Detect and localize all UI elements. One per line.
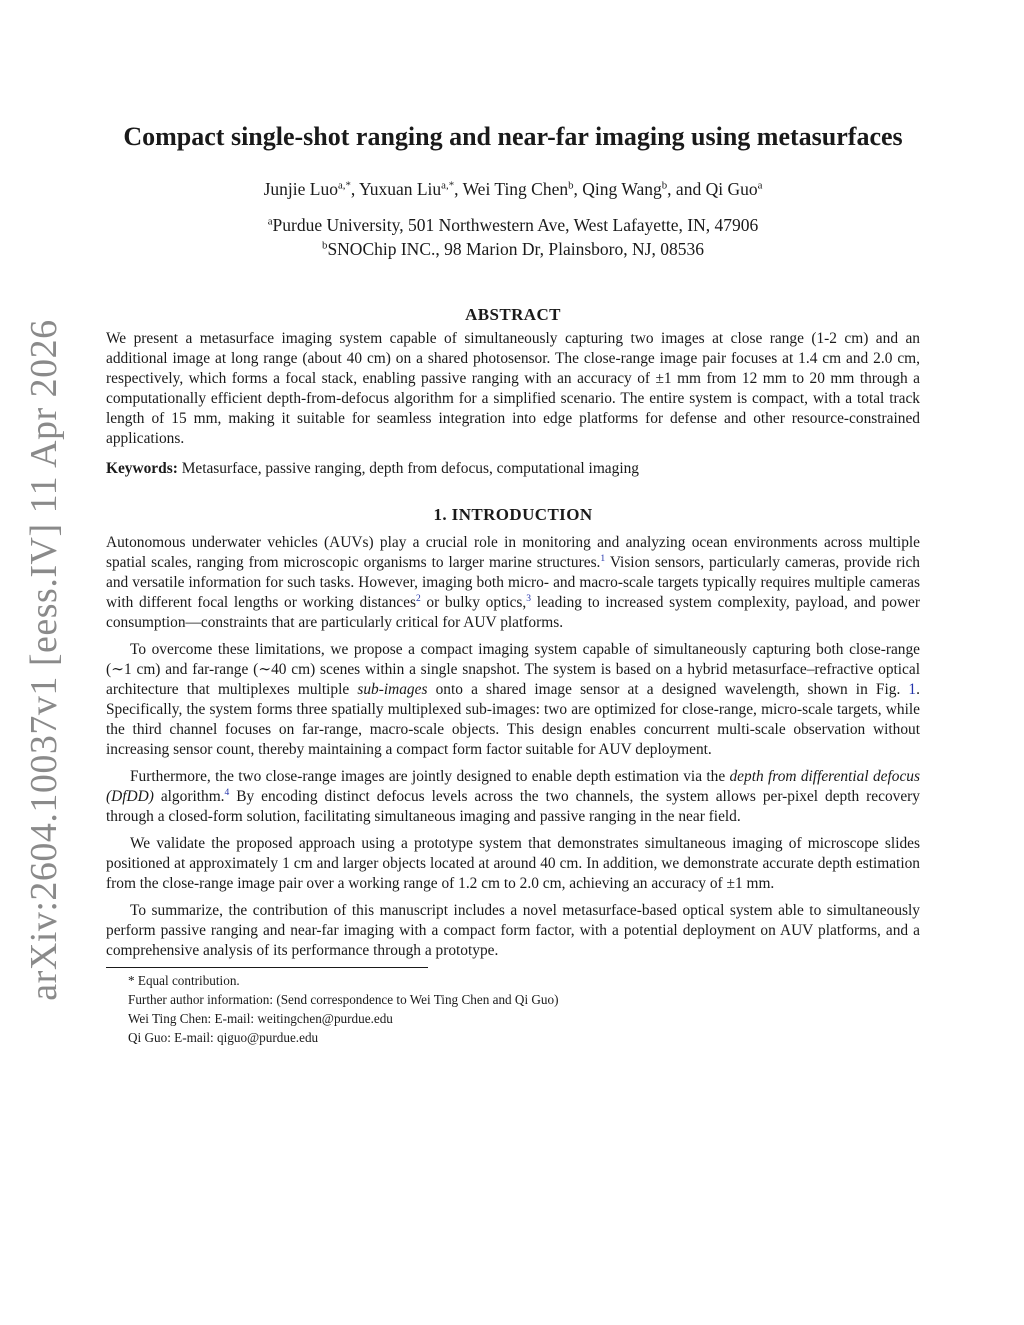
author-separator: , — [454, 179, 463, 199]
affiliation-mark: b — [322, 239, 328, 252]
footnote-email-chen: Wei Ting Chen: E-mail: weitingchen@purdue.edu — [128, 1011, 393, 1026]
affiliation-item — [106, 237, 920, 261]
text-run: . Specifically, the system forms three spatially multiplexed sub-images: two are optimized for close-range, micro-scale targets, while the third channel focuses on far-range, macro-scale objects. This design enables concurrent multi-scale observation without increasing sensor count, thereby maintaining a compact form factor suitable for AUV deployment. — [106, 681, 920, 758]
text-run: By encoding distinct defocus levels across the two channels, the system allows per-pixel depth recovery through a closed-form solution, facilitating simultaneous imaging and passive ranging in the near field. — [106, 788, 920, 825]
intro-paragraph-3 — [106, 767, 920, 827]
text-run: Vision sensors, particularly cameras, provide rich and versatile information for such tasks. However, imaging both micro- and macro-scale targets typically requires multiple cameras with different focal lengths or working distances — [106, 554, 921, 611]
intro-paragraph-1 — [106, 533, 920, 633]
keywords-text: Metasurface, passive ranging, depth from defocus, computational imaging — [181, 460, 639, 477]
text-run: To overcome these limitations, we propose a compact imaging system capable of simultaneously capturing both close-range (∼1 cm) and far-range (∼40 cm) scenes within a single snapshot. The system is based on a hybrid metasurface–refractive optical architecture that multiplexes multiple — [106, 641, 920, 698]
author-name: Wei Ting Chen — [462, 179, 569, 199]
footnote-divider — [106, 967, 428, 968]
affiliation-mark: a — [267, 215, 273, 228]
author-affil-mark: a,* — [441, 179, 455, 192]
footnote-author-info: Further author information: (Send correspondence to Wei Ting Chen and Qi Guo) — [128, 992, 559, 1007]
author-affil-mark: a,* — [337, 179, 351, 192]
author-name: Yuxuan Liu — [359, 179, 442, 199]
affiliation-text: SNOChip INC., 98 Marion Dr, Plainsboro, NJ, 08536 — [327, 239, 704, 259]
text-run: or bulky optics, — [420, 594, 527, 611]
introduction-heading: 1. INTRODUCTION — [433, 505, 593, 524]
text-run: leading to increased system complexity, payload, and power consumption—constraints that are particularly critical for AUV platforms. — [106, 594, 920, 631]
affiliation-text: Purdue University, 501 Northwestern Ave, West Lafayette, IN, 47906 — [272, 215, 759, 235]
citation-link[interactable]: 2 — [415, 593, 421, 605]
emphasis-text: sub-images — [357, 681, 428, 698]
affiliation-list — [106, 213, 920, 261]
footnote-equal-contribution: * Equal contribution. — [128, 973, 240, 988]
text-run: onto a shared image sensor at a designed wavelength, shown in Fig. — [427, 681, 909, 698]
emphasis-text: depth from differential defocus (DfDD) — [106, 768, 920, 805]
citation-link[interactable]: 1 — [600, 553, 606, 565]
text-run: algorithm. — [153, 788, 225, 805]
keywords-label: Keywords: — [106, 460, 178, 477]
text-run: Autonomous underwater vehicles (AUVs) play a crucial role in monitoring and analyzing ocean environments across multiple spatial scales, ranging from microscopic organisms to larger marine structures. — [106, 534, 920, 571]
text-run: Furthermore, the two close-range images are jointly designed to enable depth estimation via the — [130, 768, 730, 785]
keywords-line — [106, 459, 920, 479]
paper-page — [106, 0, 920, 1047]
author-name: Junjie Luo — [263, 179, 338, 199]
paper-title: Compact single-shot ranging and near-far imaging using metasurfaces — [123, 122, 903, 151]
author-separator: , — [573, 179, 583, 199]
author-name: Qing Wang — [582, 179, 662, 199]
intro-paragraph-2 — [106, 640, 920, 760]
author-separator: , — [350, 179, 360, 199]
intro-paragraph-4: We validate the proposed approach using a prototype system that demonstrates simultaneous imaging of microscope slides positioned at approximately 1 cm and larger objects located at around 40 cm. In addition, we demonstrate accurate depth estimation from the close-range image pair over a working range of 1.2 cm to 2.0 cm, achieving an accuracy of ±1 mm. — [106, 835, 920, 892]
footnotes — [106, 971, 920, 1047]
arxiv-identifier: arXiv:2604.10037v1 [eess.IV] 11 Apr 2026 — [23, 319, 65, 1001]
author-affil-mark: a — [757, 179, 763, 192]
author-affil-mark: b — [568, 179, 574, 192]
author-affil-mark: b — [661, 179, 668, 192]
figure-link[interactable]: 1 — [908, 681, 917, 698]
author-separator: , and — [667, 179, 706, 199]
citation-link[interactable]: 4 — [224, 787, 230, 799]
abstract-heading: ABSTRACT — [465, 305, 561, 324]
citation-link[interactable]: 3 — [526, 593, 532, 605]
intro-paragraph-5: To summarize, the contribution of this manuscript includes a novel metasurface-based optical system able to simultaneously perform passive ranging and near-far imaging with a compact form factor, with a potential deployment on AUV platforms, and a comprehensive analysis of its performance through a prototype. — [106, 902, 920, 959]
author-list — [106, 177, 920, 201]
abstract-text: We present a metasurface imaging system capable of simultaneously capturing two images at close range (1-2 cm) and an additional image at long range (about 40 cm) on a shared photosensor. The close-range image pair focuses at 1.4 cm and 2.0 cm, respectively, which forms a focal stack, enabling passive ranging with an accuracy of ±1 mm from 12 mm to 20 mm through a computationally efficient depth-from-defocus algorithm for a simplified scenario. The entire system is compact, with a total track length of 15 mm, making it suitable for seamless integration into edge platforms for defense and other resource-constrained applications. — [106, 330, 920, 447]
footnote-email-guo: Qi Guo: E-mail: qiguo@purdue.edu — [128, 1030, 319, 1045]
author-name: Qi Guo — [705, 179, 758, 199]
affiliation-item — [106, 213, 920, 237]
